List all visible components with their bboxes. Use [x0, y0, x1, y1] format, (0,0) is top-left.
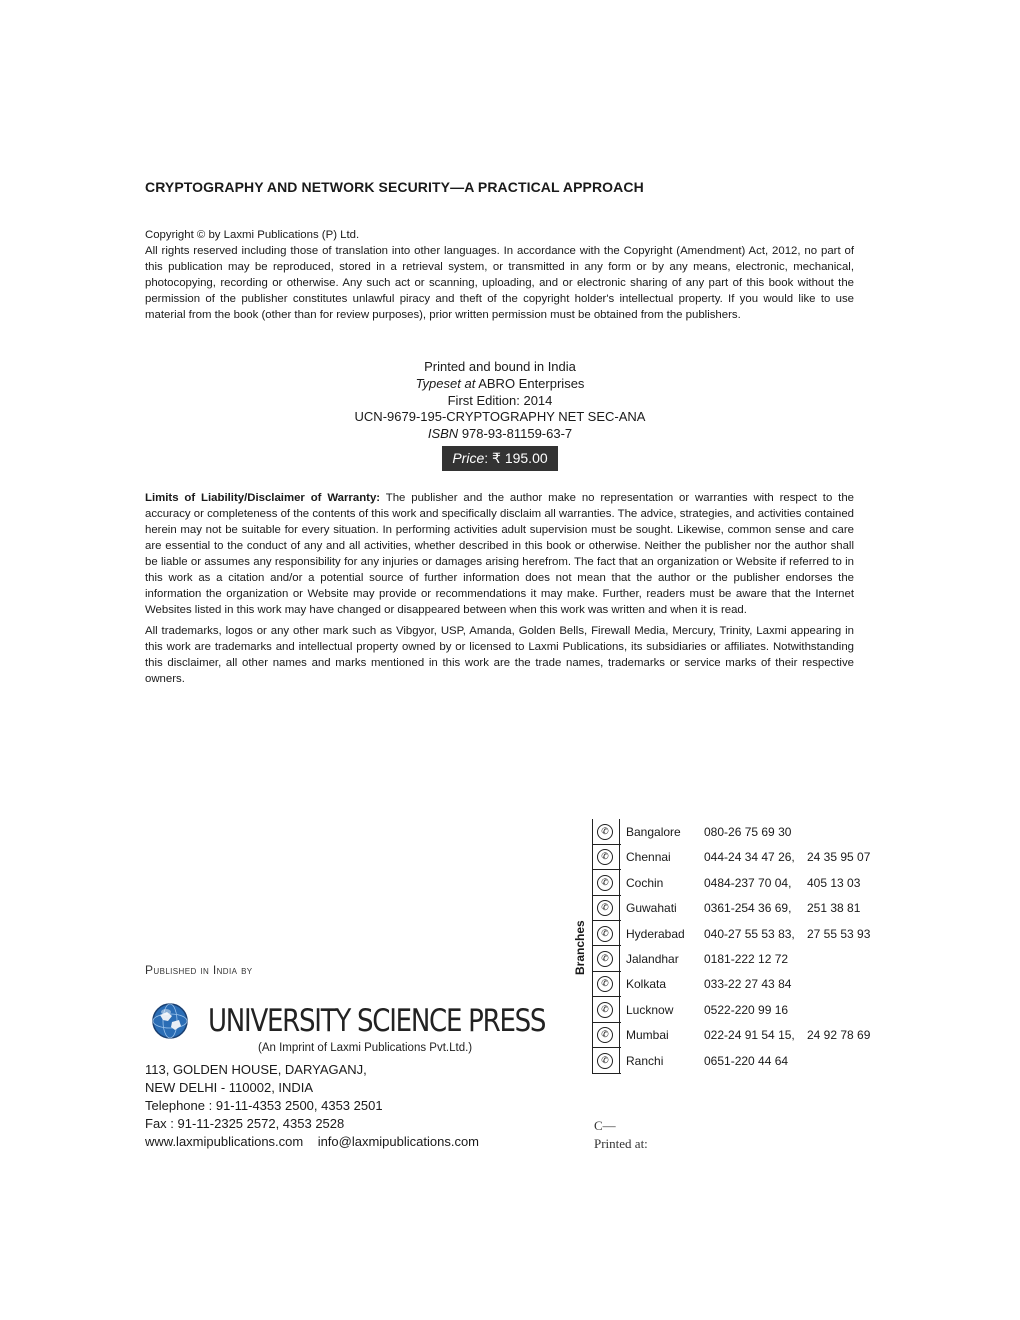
branch-row [592, 820, 892, 844]
branch-right-rule [619, 921, 620, 947]
branch-phone1: 0484-237 70 04, [704, 875, 792, 890]
branch-left-rule [592, 1048, 593, 1074]
disclaimer-paragraph: Limits of Liability/Disclaimer of Warranty: The publisher and the author make no representation or warranties with respect to the accuracy or completeness of the contents of this work and specifically disclaim all warranties. The advice, strategies, and activities contained herein may not be suitable for every situation. In performing activities adult supervision must be sought. Likewise, common sense and care are essential to the conduct of any and all activities, whether described in this book or otherwise. Neither the publisher nor the author shall be liable or assumes any responsibility for any injuries or damages arising herefrom. The fact that an organization or Website if referred to in this work as a citation and/or a potential source of further information does not mean that the author or the publisher endorses the information the organization or Website may provide or recommendations it may make. Further, readers must be aware that the Internet Websites listed in this work may have changed or disappeared between when this work was written and when it is read. [145, 492, 854, 616]
address-line-2: NEW DELHI - 110002, INDIA [145, 1080, 314, 1095]
publisher-address [145, 1061, 479, 1151]
branch-city: Hyderabad [626, 926, 685, 941]
printing-code: C— [594, 1118, 616, 1133]
branch-table-bottom-rule [592, 1073, 621, 1074]
branch-row-divider [592, 945, 621, 946]
branch-city: Guwahati [626, 901, 677, 916]
branch-phone1: 0361-254 36 69, [704, 901, 792, 916]
copyright-line: Copyright © by Laxmi Publications (P) Ltd. [145, 229, 360, 241]
branches-label: Branches [573, 920, 587, 975]
edition-info [300, 359, 700, 471]
branch-row-divider [592, 971, 621, 972]
branch-row [592, 844, 892, 869]
published-in-label: Published in India by [145, 963, 253, 977]
phone-icon: ✆ [597, 900, 613, 916]
phone-icon: ✆ [597, 824, 613, 840]
branch-phone1: 080-26 75 69 30 [704, 825, 792, 839]
branch-row-divider [592, 1047, 621, 1048]
branch-right-rule [619, 997, 620, 1023]
edition-line: First Edition: 2014 [447, 392, 553, 408]
branch-city: Jalandhar [626, 951, 679, 966]
branch-row-divider [592, 920, 621, 921]
branch-city: Chennai [626, 850, 671, 865]
branch-left-rule [592, 870, 593, 896]
branch-row [592, 921, 892, 946]
imprint-line: (An Imprint of Laxmi Publications Pvt.Ltd.) [258, 1042, 473, 1054]
branch-row-divider [592, 844, 621, 845]
branch-city: Mumbai [626, 1028, 669, 1043]
branch-phone1: 0651-220 44 64 [704, 1053, 789, 1068]
disclaimer-section [145, 490, 854, 687]
branch-left-rule [592, 819, 593, 845]
branch-row [592, 946, 892, 971]
branch-row-divider [592, 996, 621, 997]
fax-line: Fax : 91-11-2325 2572, 4353 2528 [145, 1116, 345, 1131]
branch-city: Cochin [626, 875, 664, 890]
branch-left-rule [592, 997, 593, 1023]
branch-row [592, 997, 892, 1022]
phone-icon: ✆ [597, 976, 613, 992]
address-line-1: 113, GOLDEN HOUSE, DARYAGANJ, [145, 1062, 367, 1077]
branch-right-rule [619, 895, 620, 921]
globe-logo-icon [151, 1002, 189, 1040]
website-link[interactable]: www.laxmipublications.com [145, 1134, 304, 1149]
copyright-section [145, 227, 854, 323]
isbn-line: ISBN 978-93-81159-63-7 [427, 426, 573, 442]
branch-right-rule [619, 844, 620, 870]
branch-right-rule [619, 971, 620, 997]
trademarks-paragraph: All trademarks, logos or any other mark such as Vibgyor, USP, Amanda, Golden Bells, Firewall Media, Mercury, Trinity, Laxmi appearing in this work are trademarks and intellectual property owned by or licensed to Laxmi Publications, its subsidiaries or affiliates. Notwithstanding this disclaimer, all other names and marks mentioned in this work are the trade names, trademarks or service marks of their respective owners. [145, 625, 854, 685]
phone-icon: ✆ [597, 875, 613, 891]
branch-row-divider [592, 869, 621, 870]
branch-phone2: 27 55 53 93 [807, 926, 871, 941]
publisher-name: UNIVERSITY SCIENCE PRESS [208, 1003, 546, 1039]
branch-row [592, 870, 892, 895]
branch-row [592, 1048, 892, 1073]
branch-phone2: 251 38 81 [807, 901, 861, 916]
branch-left-rule [592, 844, 593, 870]
branch-right-rule [619, 870, 620, 896]
branch-row-divider [592, 1022, 621, 1023]
ucn-line: UCN-9679-195-CRYPTOGRAPHY NET SEC-ANA [354, 409, 646, 425]
telephone-line: Telephone : 91-11-4353 2500, 4353 2501 [145, 1098, 383, 1113]
branch-left-rule [592, 946, 593, 972]
rights-paragraph: All rights reserved including those of translation into other languages. In accordance with the Copyright (Amendment) Act, 2012, no part of this publication may be reproduced, stored in a retrieval system, or transmitted in any form or by any means, electronic, mechanical, photocopying, recording or otherwise. Any such act or scanning, uploading, and or electronic sharing of any part of this book without the permission of the publisher constitutes unlawful piracy and theft of the copyright holder's intellectual property. If you would like to use material from the book (other than for review purposes), prior written permission must be obtained from the publishers. [145, 245, 854, 321]
phone-icon: ✆ [597, 951, 613, 967]
branch-phone1: 044-24 34 47 26, [704, 850, 795, 865]
branch-phone2: 24 35 95 07 [807, 850, 871, 865]
branch-left-rule [592, 921, 593, 947]
printing-info [594, 1117, 648, 1153]
branch-phone2: 405 13 03 [807, 875, 861, 890]
phone-icon: ✆ [597, 1027, 613, 1043]
branches-list [592, 820, 892, 1074]
branch-phone1: 0181-222 12 72 [704, 951, 789, 966]
printed-line: Printed and bound in India [424, 359, 576, 374]
book-title: CRYPTOGRAPHY AND NETWORK SECURITY—A PRACTICAL APPROACH [145, 179, 644, 195]
branch-row [592, 971, 892, 996]
branch-city: Kolkata [626, 977, 667, 992]
branch-city: Lucknow [626, 1002, 674, 1017]
phone-icon: ✆ [597, 1002, 613, 1018]
printed-at-label: Printed at: [594, 1136, 648, 1151]
branch-row [592, 1022, 892, 1047]
branch-city: Ranchi [626, 1053, 664, 1068]
branch-row-divider [592, 895, 621, 896]
branch-phone1: 040-27 55 53 83, [704, 926, 795, 941]
typeset-line: Typeset at ABRO Enterprises [415, 375, 585, 391]
branch-phone1: 033-22 27 43 84 [704, 977, 792, 992]
contact-line [145, 1133, 479, 1151]
phone-icon: ✆ [597, 849, 613, 865]
branch-left-rule [592, 971, 593, 997]
branch-phone2: 24 92 78 69 [807, 1028, 871, 1043]
branch-left-rule [592, 1022, 593, 1048]
phone-icon: ✆ [597, 926, 613, 942]
branch-phone1: 022-24 91 54 15, [704, 1028, 795, 1043]
branch-left-rule [592, 895, 593, 921]
branch-right-rule [619, 1022, 620, 1048]
branch-phone1: 0522-220 99 16 [704, 1002, 789, 1017]
branch-right-rule [619, 819, 620, 845]
branch-right-rule [619, 946, 620, 972]
branch-city: Bangalore [626, 825, 681, 839]
email-link[interactable]: info@laxmipublications.com [317, 1134, 480, 1149]
price-badge: Price: ₹ 195.00 [442, 446, 557, 471]
phone-icon: ✆ [597, 1053, 613, 1069]
branch-row [592, 895, 892, 920]
branch-right-rule [619, 1048, 620, 1074]
